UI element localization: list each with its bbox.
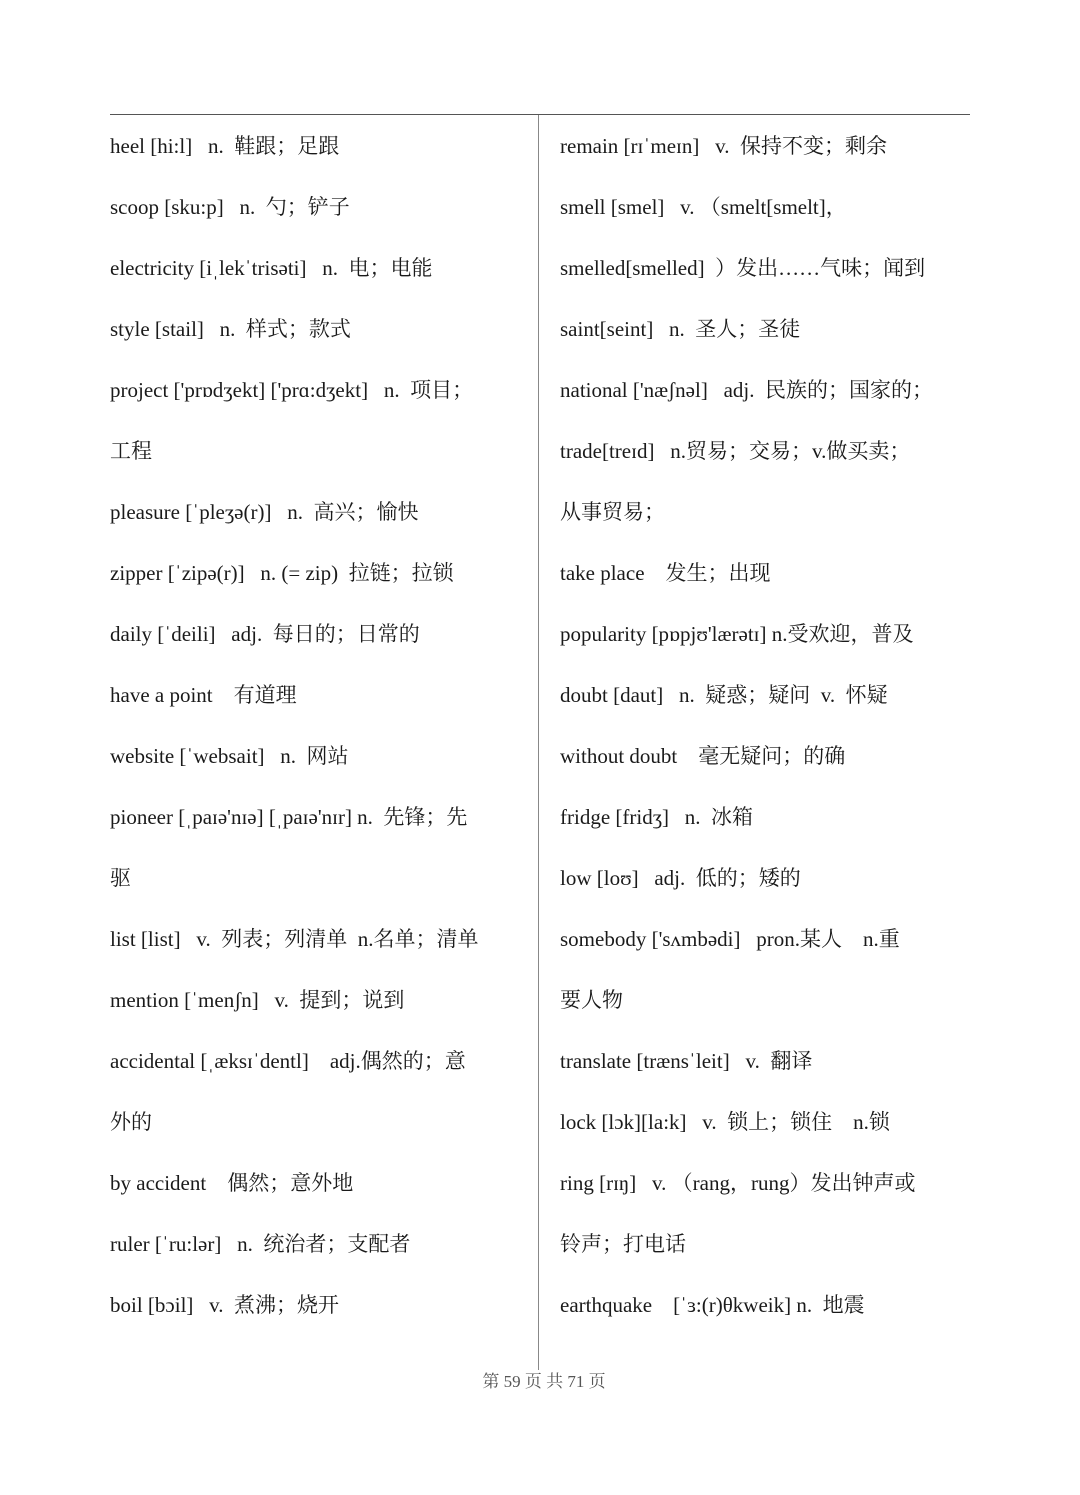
vocab-line: heel [hi:l] n. 鞋跟；足跟 — [110, 134, 340, 158]
vocab-line: have a point 有道理 — [110, 683, 297, 707]
page-number: 第 59 页 共 71 页 — [482, 1372, 606, 1391]
vocab-line: national ['næʃnəl] adj. 民族的；国家的； — [560, 378, 933, 402]
vocab-line: pioneer [ˌpaɪə'nɪə] [ˌpaɪə'nɪr] n. 先锋；先 — [110, 805, 468, 829]
left-column — [110, 116, 530, 1336]
vocab-line: 从事贸易； — [560, 500, 665, 524]
right-column — [560, 116, 975, 1336]
vocab-line: website [ˈwebsait] n. 网站 — [110, 744, 349, 768]
vocab-line: pleasure [ˈpleʒə(r)] n. 高兴；愉快 — [110, 500, 419, 524]
vocab-line: by accident 偶然；意外地 — [110, 1171, 354, 1195]
vocab-line: ruler [ˈru:lər] n. 统治者；支配者 — [110, 1232, 411, 1256]
vocab-line: boil [bɔil] v. 煮沸；烧开 — [110, 1293, 340, 1317]
vocab-line: fridge [fridʒ] n. 冰箱 — [560, 805, 754, 829]
vocab-line: doubt [daut] n. 疑惑；疑问 v. 怀疑 — [560, 683, 888, 707]
vocab-line: daily [ˈdeili] adj. 每日的；日常的 — [110, 622, 420, 646]
vocab-line: ring [rɪŋ] v. （rang，rung）发出钟声或 — [560, 1171, 916, 1195]
vocab-line: lock [lɔk][la:k] v. 锁上；锁住 n.锁 — [560, 1110, 890, 1134]
vocab-line: project ['prɒdʒekt] ['prɑ:dʒekt] n. 项目； — [110, 378, 474, 402]
vocab-line: smelled[smelled] ）发出……气味；闻到 — [560, 256, 926, 280]
vocab-line: accidental [ˌæksɪˈdentl] adj.偶然的；意 — [110, 1049, 466, 1073]
vocab-line: translate [trænsˈleit] v. 翻译 — [560, 1049, 813, 1073]
vocab-line: electricity [iˌlekˈtrisəti] n. 电；电能 — [110, 256, 433, 280]
vocab-line: style [stail] n. 样式；款式 — [110, 317, 351, 341]
vocab-line: scoop [sku:p] n. 勺；铲子 — [110, 195, 350, 219]
vocab-line: smell [smel] v. （smelt[smelt]， — [560, 195, 847, 219]
vocab-line: somebody ['sʌmbədi] pron.某人 n.重 — [560, 927, 900, 951]
vocab-line: earthquake [ˈɜ:(r)θkweik] n. 地震 — [560, 1293, 865, 1317]
vocab-line: trade[treɪd] n.贸易；交易；v.做买卖； — [560, 439, 911, 463]
vocab-line: list [list] v. 列表；列清单 n.名单；清单 — [110, 927, 479, 951]
vocab-line: without doubt 毫无疑问；的确 — [560, 744, 846, 768]
vocab-line: low [loʊ] adj. 低的；矮的 — [560, 866, 801, 890]
vocab-line: 外的 — [110, 1110, 152, 1134]
vocab-line: zipper [ˈzipə(r)] n. (= zip) 拉链；拉锁 — [110, 561, 454, 585]
vocab-line: take place 发生；出现 — [560, 561, 771, 585]
vocab-line: 铃声；打电话 — [560, 1232, 686, 1256]
vocab-line: 工程 — [110, 439, 152, 463]
vocab-line: remain [rɪˈmeɪn] v. 保持不变；剩余 — [560, 134, 887, 158]
column-divider — [538, 115, 539, 1370]
vocab-line: 驱 — [110, 866, 131, 890]
vocab-line: 要人物 — [560, 988, 623, 1012]
vocab-line: saint[seint] n. 圣人；圣徒 — [560, 317, 801, 341]
vocab-line: popularity [pɒpjʊ'lærətɪ] n.受欢迎，普及 — [560, 622, 914, 646]
vocab-line: mention [ˈmenʃn] v. 提到；说到 — [110, 988, 405, 1012]
top-rule — [110, 114, 970, 115]
